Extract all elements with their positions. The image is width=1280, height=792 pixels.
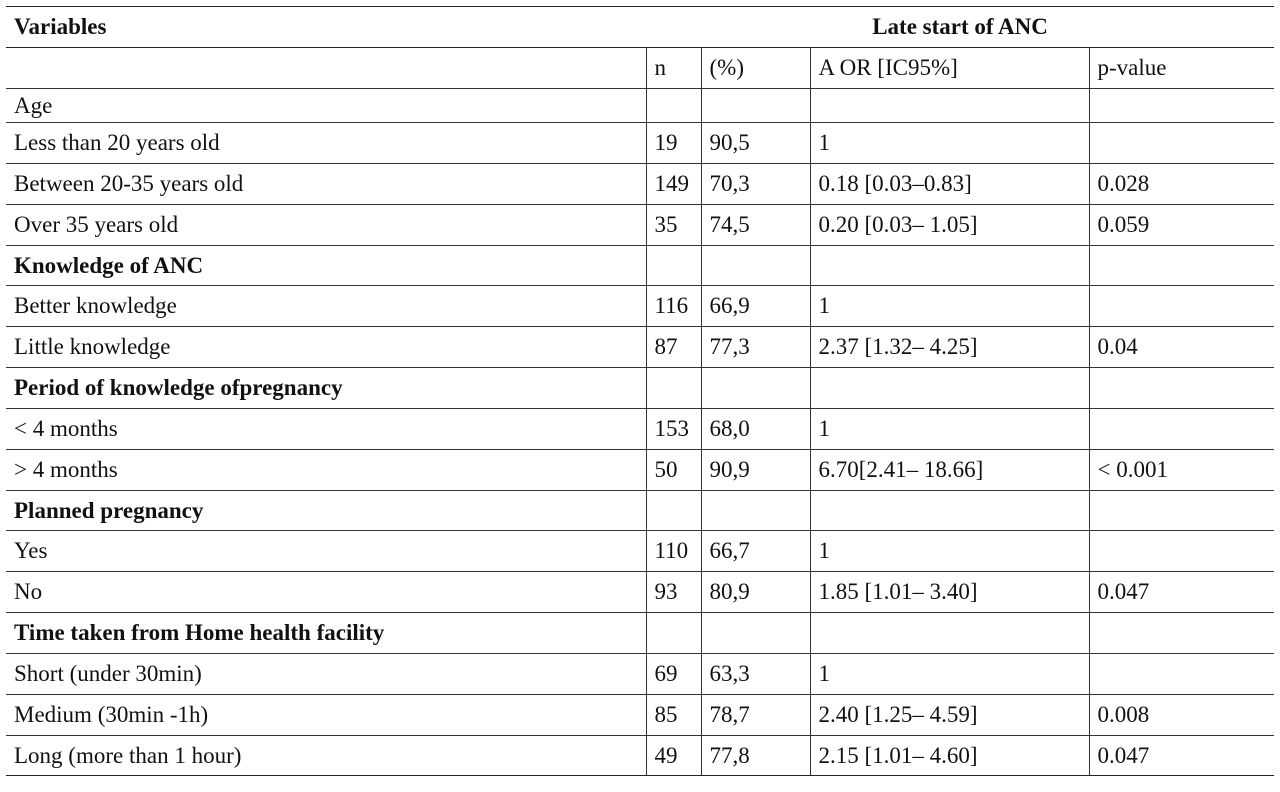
table-row [6,123,1274,164]
section-label: Time taken from Home health facility [6,613,646,654]
cell-percent [701,89,810,123]
cell-n [646,246,701,286]
cell-p-value [1089,654,1274,695]
cell-n: 116 [646,286,701,327]
section-label: Knowledge of ANC [6,246,646,286]
header-aor: A OR [IC95%] [810,48,1089,89]
cell-p-value: 0.04 [1089,327,1274,368]
cell-n: 153 [646,409,701,450]
cell-percent: 74,5 [701,205,810,246]
cell-n: 69 [646,654,701,695]
section-row [6,89,1274,123]
row-label: Yes [6,531,646,572]
row-label: Better knowledge [6,286,646,327]
section-label: Age [6,89,646,123]
cell-p-value: < 0.001 [1089,450,1274,491]
cell-n [646,613,701,654]
cell-aor: 6.70[2.41– 18.66] [810,450,1089,491]
cell-p-value [1089,123,1274,164]
cell-aor: 1 [810,409,1089,450]
cell-p-value: 0.028 [1089,164,1274,205]
table-row [6,654,1274,695]
table-row [6,286,1274,327]
row-label: Long (more than 1 hour) [6,736,646,776]
row-label: < 4 months [6,409,646,450]
cell-n [646,368,701,409]
cell-n: 85 [646,695,701,736]
cell-p-value: 0.047 [1089,736,1274,776]
cell-aor [810,368,1089,409]
row-label: Short (under 30min) [6,654,646,695]
cell-percent [701,368,810,409]
row-label: Over 35 years old [6,205,646,246]
table-body [6,89,1274,776]
table-row [6,736,1274,776]
cell-n: 149 [646,164,701,205]
cell-p-value: 0.059 [1089,205,1274,246]
cell-aor: 0.18 [0.03–0.83] [810,164,1089,205]
row-label: Less than 20 years old [6,123,646,164]
table-row [6,205,1274,246]
cell-percent: 63,3 [701,654,810,695]
header-percent: (%) [701,48,810,89]
cell-percent: 77,3 [701,327,810,368]
table-container [6,6,1274,776]
cell-n: 50 [646,450,701,491]
cell-n: 35 [646,205,701,246]
cell-n: 49 [646,736,701,776]
cell-percent: 70,3 [701,164,810,205]
cell-percent [701,491,810,531]
cell-p-value [1089,409,1274,450]
cell-percent [701,613,810,654]
cell-percent: 66,7 [701,531,810,572]
cell-p-value [1089,89,1274,123]
cell-p-value [1089,286,1274,327]
table-row [6,450,1274,491]
results-table [6,6,1274,776]
cell-aor: 2.37 [1.32– 4.25] [810,327,1089,368]
cell-n: 110 [646,531,701,572]
cell-aor: 0.20 [0.03– 1.05] [810,205,1089,246]
cell-aor [810,89,1089,123]
cell-aor [810,613,1089,654]
cell-n: 19 [646,123,701,164]
cell-p-value [1089,531,1274,572]
column-header-row [6,48,1274,89]
table-row [6,164,1274,205]
section-row [6,613,1274,654]
cell-p-value [1089,613,1274,654]
header-group: Late start of ANC [646,7,1274,48]
cell-n: 87 [646,327,701,368]
cell-aor: 1 [810,654,1089,695]
cell-p-value: 0.008 [1089,695,1274,736]
cell-aor: 2.15 [1.01– 4.60] [810,736,1089,776]
cell-percent: 90,9 [701,450,810,491]
header-p-value: p-value [1089,48,1274,89]
cell-p-value [1089,368,1274,409]
table-row [6,409,1274,450]
section-row [6,246,1274,286]
cell-aor: 1 [810,286,1089,327]
row-label: Between 20-35 years old [6,164,646,205]
cell-aor: 1 [810,123,1089,164]
table-row [6,695,1274,736]
header-empty-cell [6,48,646,89]
cell-aor: 1.85 [1.01– 3.40] [810,572,1089,613]
row-label: Little knowledge [6,327,646,368]
section-label: Period of knowledge ofpregnancy [6,368,646,409]
cell-n [646,89,701,123]
row-label: Medium (30min -1h) [6,695,646,736]
cell-aor [810,491,1089,531]
cell-percent: 68,0 [701,409,810,450]
header-n: n [646,48,701,89]
section-label: Planned pregnancy [6,491,646,531]
row-label: > 4 months [6,450,646,491]
cell-aor [810,246,1089,286]
cell-aor: 1 [810,531,1089,572]
cell-p-value: 0.047 [1089,572,1274,613]
cell-percent: 66,9 [701,286,810,327]
row-label: No [6,572,646,613]
cell-percent: 77,8 [701,736,810,776]
cell-aor: 2.40 [1.25– 4.59] [810,695,1089,736]
cell-n [646,491,701,531]
table-row [6,327,1274,368]
header-variables: Variables [6,7,646,48]
table-row [6,572,1274,613]
cell-percent: 80,9 [701,572,810,613]
section-row [6,491,1274,531]
cell-p-value [1089,491,1274,531]
cell-n: 93 [646,572,701,613]
table-title-row [6,7,1274,48]
cell-percent: 78,7 [701,695,810,736]
cell-percent: 90,5 [701,123,810,164]
cell-p-value [1089,246,1274,286]
section-row [6,368,1274,409]
cell-percent [701,246,810,286]
table-row [6,531,1274,572]
